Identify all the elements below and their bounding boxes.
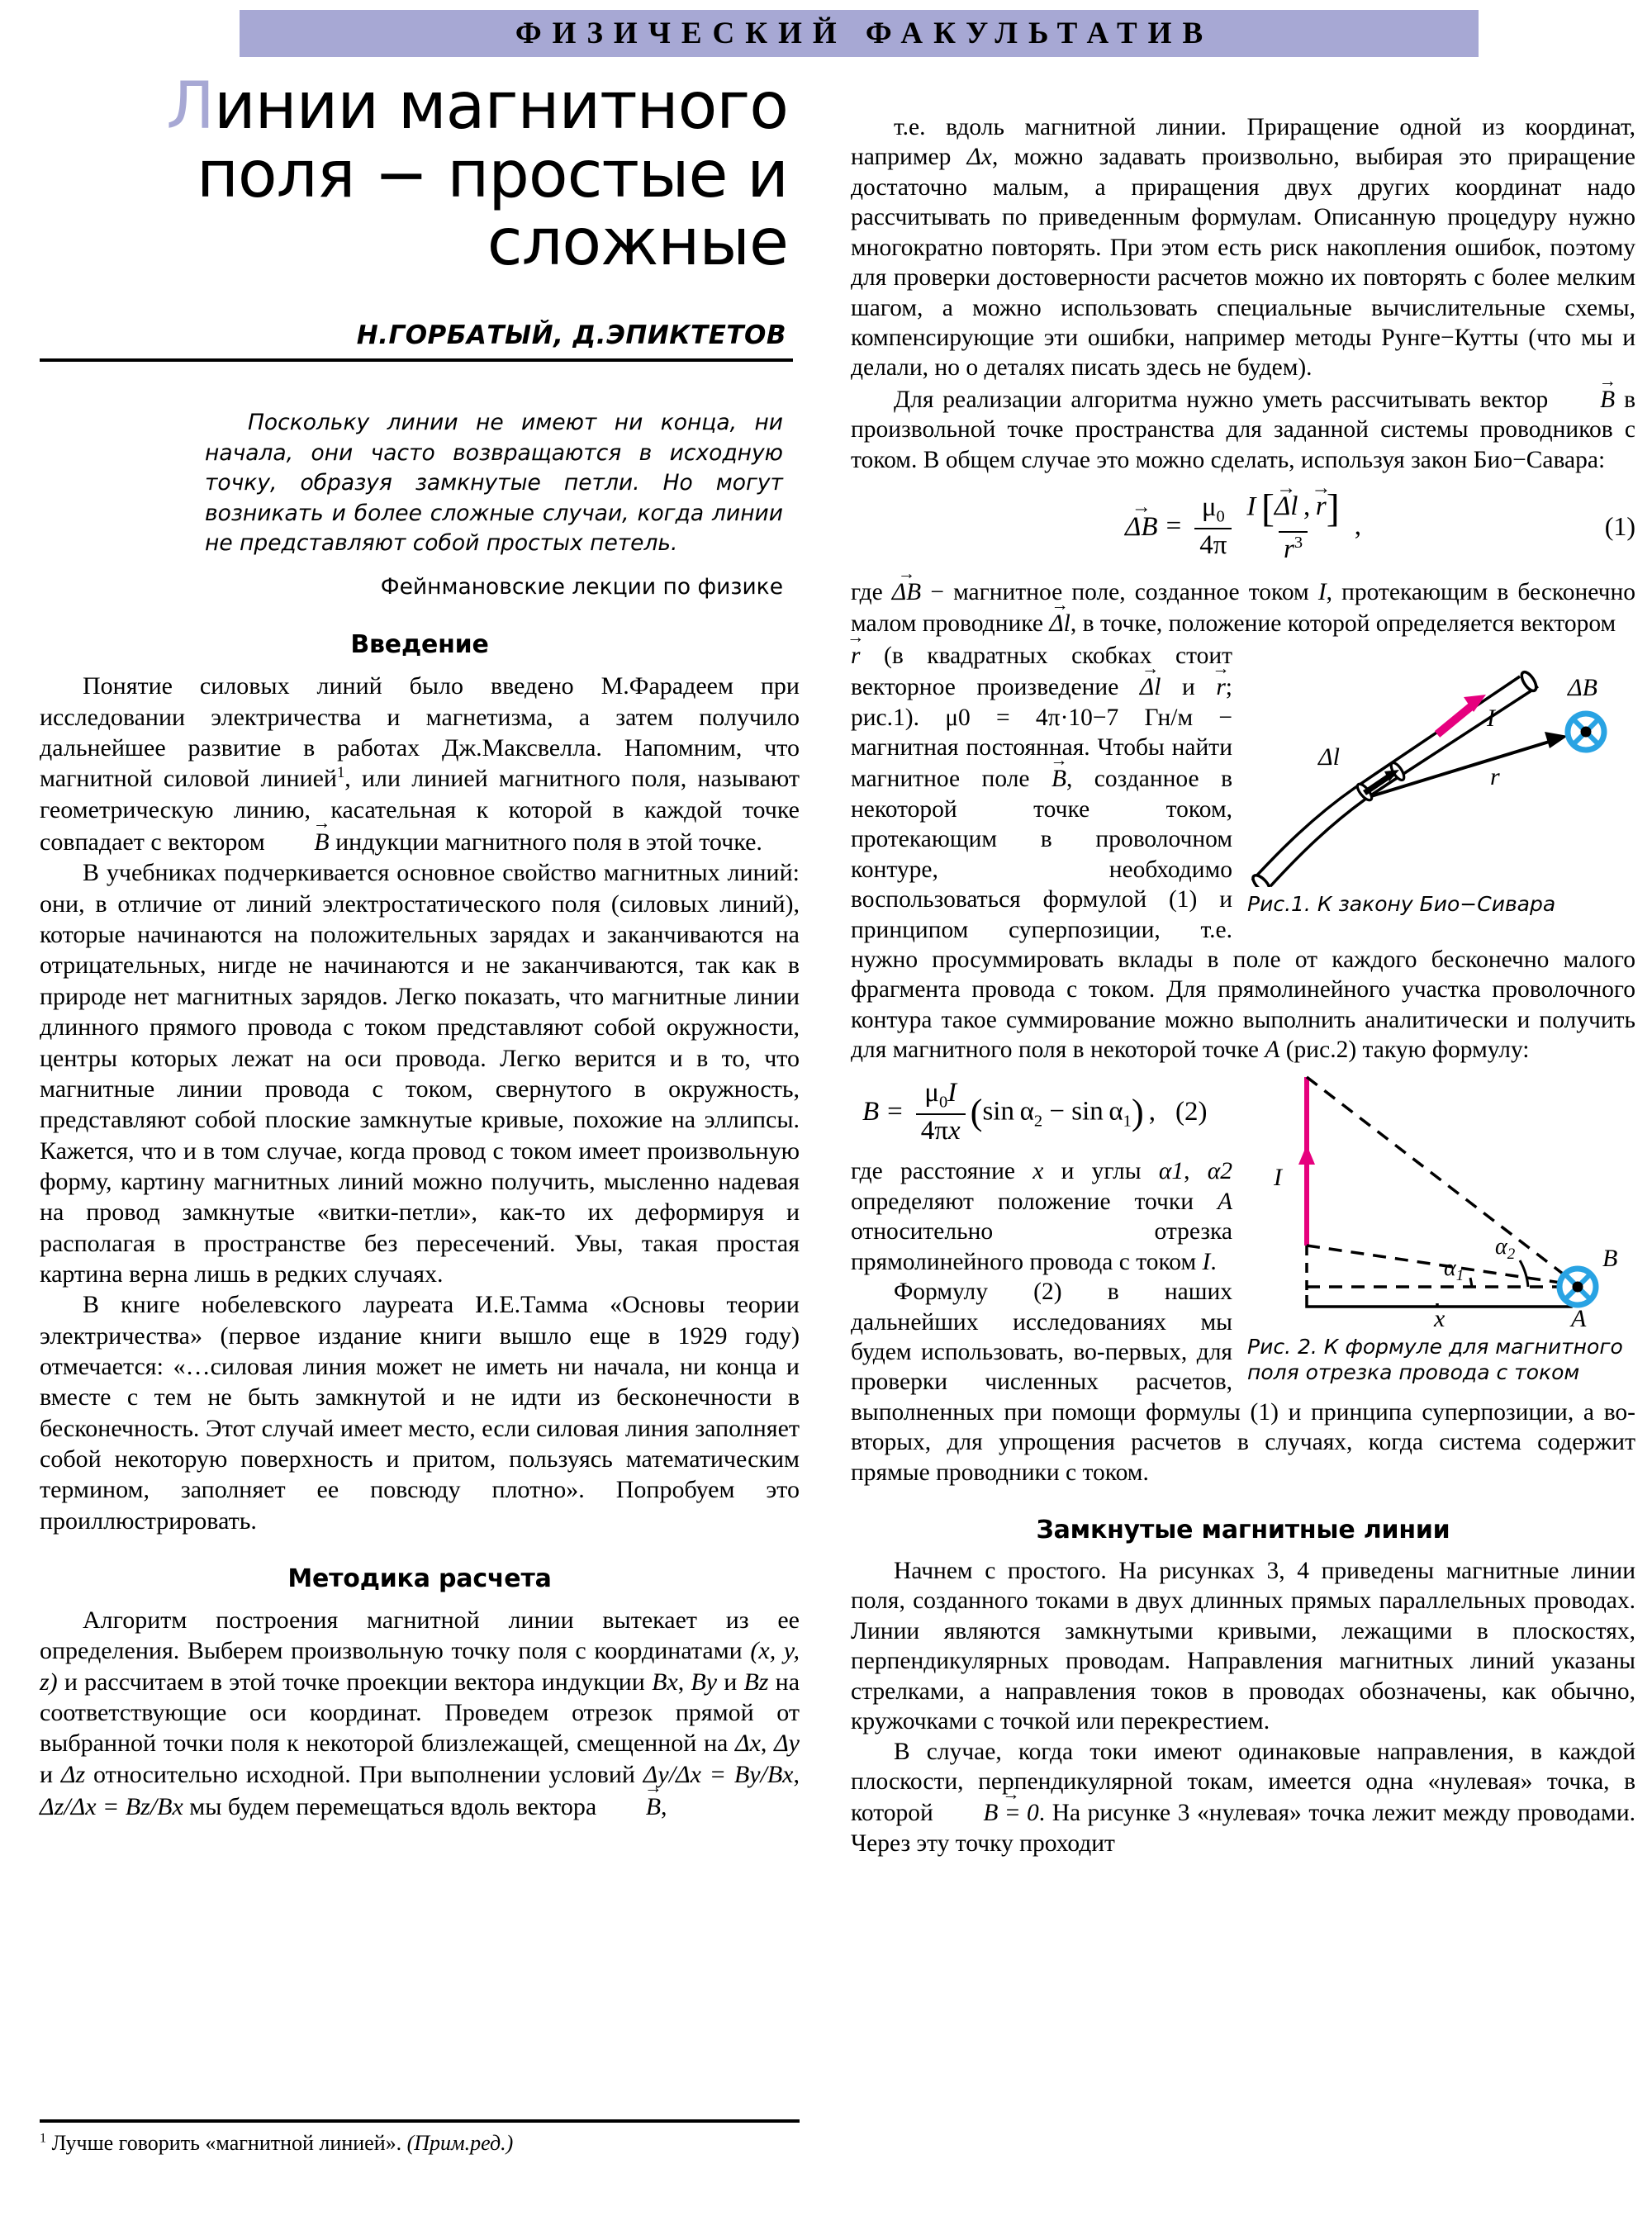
figure-2-label-x: x [1434, 1304, 1446, 1330]
byline-authors: Н.ГОРБАТЫЙ, Д.ЭПИКТЕТОВ [356, 320, 786, 351]
r-para3-d: , в точке, положение которой определяется вектором [1070, 610, 1616, 638]
footnote-block [40, 2119, 800, 2156]
r-para4-a: где расстояние [851, 1158, 1015, 1185]
symbol-delta-B: ΔB → [892, 576, 921, 607]
figure-1-label-delta-B: ΔB [1568, 673, 1597, 701]
r-para3-a: где [851, 578, 883, 605]
formula1-mu-fraction [1194, 493, 1232, 560]
symbol-I: I [1317, 578, 1327, 605]
symbol-I-2: I [1202, 1248, 1211, 1275]
section-heading-closed-lines: Замкнутые магнитные линии [1036, 1516, 1450, 1545]
symbol-delta-x: Δx [734, 1730, 761, 1758]
paragraph-intro-2: В учебниках подчеркивается основное свойство магнитных линий: они, в отличие от линий электростатического поля (силовых линий), которые начинаются на положительных зарядах и заканчиваются на отрицательных, нигде не начинаются и не заканчиваются, так как в природе нет магнитных зарядов. Легко показать, что магнитные линии длинного прямого провода с током представляют собой окружности, центры которых лежат на оси провода. Легко верится и в то, что магнитные линии провода с током, свернутого в окружность, представляют собой плоские замкнутые кривые, похожие на эллипсы. Кажется, что и в том случае, когда провод с током имеет произвольную форму, картину магнитных линий можно получить, мысленно надевая на провод замкнутые «витки-петли», как-то их деформируя и располагая в пространстве без пересечений. Увы, такая простая картина верна лишь в редких случаях. [40, 859, 800, 1288]
angle-arc-alpha2 [1520, 1260, 1528, 1287]
r-vector-head [1545, 732, 1568, 748]
wire-end-cap-bottom [1251, 872, 1273, 887]
para-4-part-c: на соответствующие оси координат. Проведем отрезок прямой от выбранной точки поля к некоторой близлежащей, смещенной на [40, 1668, 800, 1758]
r-para4-d: относительно отрезка прямолинейного провода с током [851, 1218, 1232, 1275]
section-heading-introduction: Введение [350, 630, 489, 660]
formula2-comma: , [1148, 1096, 1156, 1127]
formula2-lhs: B [862, 1096, 880, 1127]
para-4-and: и [724, 1668, 738, 1696]
symbol-x: x [1032, 1158, 1044, 1185]
para-4-end: , [661, 1793, 667, 1821]
field-marker-dot [1581, 726, 1592, 737]
dashed-line-alpha2 [1307, 1077, 1578, 1285]
right-column-body [851, 112, 1635, 1858]
r-para2-b: в произвольной точке пространства для заданной системы проводников с током. В общем случае это можно сделать, используя закон Био−Савара: [851, 386, 1636, 473]
formula1-main-num: I [Δl → , r →] [1241, 488, 1344, 531]
symbol-delta-y: Δy [774, 1730, 800, 1758]
figure-2-label-A: A [1571, 1304, 1587, 1330]
condition-2: Δz/Δx = Bz/Bx [40, 1793, 183, 1821]
formula2-fraction [916, 1079, 966, 1146]
r-para3-g: ; рис.1). [851, 674, 1232, 731]
current-arrow-head-2 [1298, 1145, 1315, 1165]
footnote-ref-1: 1 [336, 764, 345, 782]
r-para3-f: и [1181, 674, 1195, 701]
figure-1-label-delta-l: Δl [1318, 743, 1340, 771]
symbol-By: By [691, 1668, 718, 1696]
r-para3-i: , созданное в некоторой точке током, протекающим в проволочном контуре, необходимо воспользоваться формулой (1) и принципом суперпозиции, т.е. нужно просуммировать вклады в поле от каждого бесконечно малого фрагмента провода с током. Для прямолинейного участка проволочного контура такое суммирование можно выполнить аналитически и получить для магнитного поля в некоторой точке [851, 766, 1635, 1064]
paragraph-right-3-head [851, 576, 1635, 639]
symbol-point-A: A [1265, 1037, 1280, 1064]
r-para3-b: − магнитное поле, созданное током [930, 578, 1309, 605]
para-4-part-d: относительно исходной. При выполнении условий [93, 1760, 635, 1788]
paragraph-intro-1 [40, 671, 800, 857]
paragraph-method-1: Алгоритм построения магнитной линии вытекает из ее определения. Выберем произвольную точку поля с координатами (x, y, z) и рассчитаем в этой точке проекции вектора индукции Bx, By и Bz на соответствующие оси координат. Проведем отрезок прямой от выбранной точки поля к некоторой близлежащей, смещенной на Δx, Δy и Δz относительно исходной. При выполнении условий Δy/Δx = By/Bx, Δz/Δx = Bz/Bx мы будем перемещаться вдоль вектора B →, [40, 1605, 800, 1822]
r-para4-e: . [1210, 1248, 1217, 1275]
field-marker-dot-2 [1573, 1281, 1583, 1292]
formula1-mu-den: 4π [1194, 528, 1232, 560]
para-1-part-c: индукции магнитного поля в этой точке. [335, 828, 762, 857]
formula2-number: (2) [1175, 1096, 1208, 1127]
symbol-delta-l: Δl → [1049, 607, 1070, 638]
figure-2-wrapper [1247, 1065, 1635, 1386]
paragraph-right-4: где расстояние x и углы α1, α2 определяют положение точки A относительно отрезка прямолинейного провода с током I. [851, 1158, 1233, 1275]
paragraph-right-7 [851, 1737, 1635, 1859]
symbol-delta-x-r: Δx [966, 144, 993, 171]
figure-2-straight-wire [1247, 1065, 1635, 1330]
figure-1-label-r: r [1490, 762, 1500, 790]
formula2-num: $\mu_0I$ [924, 1077, 957, 1112]
formula1-mu-num: $\mu_0$ [1201, 491, 1225, 526]
footnote-body: Лучше говорить «магнитной линией». [51, 2131, 402, 2155]
r-para3-h: − магнитная постоянная. Чтобы найти магнитное поле [851, 704, 1232, 793]
formula1-comma: , [1354, 510, 1361, 541]
title-line-2: поля − простые и [196, 137, 788, 212]
left-column-body [40, 671, 800, 1822]
section-heading-method: Методика расчета [287, 1564, 552, 1594]
symbol-delta-l-2: Δl → [1140, 671, 1161, 702]
vector-B-inline: B → [271, 825, 329, 857]
r-para1-b: , можно задавать произвольно, выбирая это приращение достаточно малым, а приращения двух других координат надо рассчитывать по приведенным формулам. Описанную процедуру нужно многократно повторять. При этом есть риск накопления ошибок, поэтому для проверки достоверности расчетов можно их повторять с более мелким шагом, а можно использовать специальные вычислительные схемы, компенсирующие эти ошибки, например методы Рунге−Кутты (что мы и делали, но о деталях писать здесь не будем). [851, 144, 1636, 382]
left-column [40, 66, 800, 1822]
epigraph-block [205, 408, 783, 602]
para-4-part-b: и рассчитаем в этой точке проекции вектора индукции [64, 1668, 645, 1696]
r-para7-b: . На рисунке 3 «нулевая» точка лежит между проводами. Через эту точку проходит [851, 1800, 1636, 1857]
paragraph-right-1 [851, 112, 1635, 383]
epigraph-source: Фейнмановские лекции по физике [380, 573, 783, 600]
footnote-marker: 1 [40, 2131, 47, 2146]
angle-arc-alpha1 [1470, 1278, 1472, 1287]
symbol-alpha2: α2 [1207, 1158, 1233, 1185]
vector-B-r2: B → [1557, 383, 1615, 415]
para-4-part-e: мы будем перемещаться вдоль вектора [189, 1793, 597, 1821]
symbol-alpha1: α1 [1158, 1158, 1184, 1185]
figure-2-caption: Рис. 2. К формуле для магнитного поля отрезка провода с током [1247, 1334, 1623, 1384]
r-para1-a: т.е. вдоль магнитной линии. Приращение одной из координат, например [851, 114, 1635, 171]
header-banner-title: ФИЗИЧЕСКИЙ ФАКУЛЬТАТИВ [515, 17, 1214, 50]
title-line-3: сложные [487, 206, 788, 281]
symbol-delta-z: Δz [60, 1760, 86, 1788]
formula-straight-wire [851, 1079, 1232, 1146]
figure-1-label-I: I [1487, 704, 1495, 732]
figure-2-label-alpha2: $\alpha_2$ [1495, 1233, 1516, 1263]
r-para4-b: и углы [1061, 1158, 1142, 1185]
r-para7-a: В случае, когда токи имеют одинаковые направления, в каждой плоскости, перпендикулярной токам, имеется одна «нулевая» точка, в которой [851, 1738, 1635, 1827]
symbol-r-vec-2: r → [1216, 671, 1225, 702]
formula2-den: 4πx [916, 1113, 966, 1146]
condition-1: Δy/Δx = By/Bx [643, 1760, 794, 1788]
symbol-Bz: Bz [743, 1668, 769, 1696]
para-4-and-2: и [40, 1760, 54, 1788]
title-dropcap: Л [166, 69, 214, 144]
formula1-lhs: ΔB → [1125, 510, 1158, 543]
right-column [851, 112, 1635, 1858]
footnote-rule [40, 2119, 800, 2123]
paragraph-right-6: Начнем с простого. На рисунках 3, 4 приведены магнитные линии поля, созданного токами в двух длинных прямых параллельных проводах. Линии являются замкнутыми кривыми, лежащими в плоскостях, перпендикулярных проводам. Направления магнитных линий указаны стрелками, а направления токов в проводах обозначены, как обычно, кружочками с точкой или перекрестием. [851, 1558, 1635, 1735]
symbol-A-2: A [1217, 1188, 1232, 1215]
formula-biot-savart [851, 488, 1635, 564]
figure-2-label-alpha1: $\alpha_1$ [1444, 1255, 1464, 1284]
formula2-equals: = [887, 1096, 903, 1127]
symbol-Bx: Bx [652, 1668, 678, 1696]
paragraph-right-5: Формулу (2) в наших дальнейших исследованиях мы будем использовать, во-первых, для проверки численных расчетов, выполненных при помощи формулы (1) и принципа суперпозиции, а во-вторых, для упрощения расчетов в случаях, когда система содержит прямые проводники с током. [851, 1279, 1635, 1486]
paragraph-intro-3: В книге нобелевского лауреата И.Е.Тамма «Основы теории электричества» (первое издание книги вышло еще в 1929 году) отмечается: «…силовая линия может не иметь ни начала, ни конца и вместе с тем не быть замкнутой и не идти из бесконечности в бесконечность. Этот случай имеет место, если силовая линия заполняет собой некоторую поверхность и притом, пользуясь математическим термином, заполняет ее повсюду плотно». Попробуем это проиллюстрировать. [40, 1291, 800, 1535]
figure-2-label-B: B [1602, 1244, 1618, 1272]
footnote-text [40, 2131, 800, 2156]
symbol-r-vec: r → [851, 639, 860, 671]
figure-1-biot-savart [1247, 639, 1635, 887]
formula2-rest: (sin $\alpha_2 - \sin \alpha_1$) [970, 1091, 1144, 1133]
para-4-part-a: Алгоритм построения магнитной линии вытекает из ее определения. Выберем произвольную точку поля с координатами [40, 1606, 800, 1665]
formula1-equals: = [1165, 510, 1182, 541]
dashed-line-alpha1 [1307, 1246, 1578, 1285]
para-1-part-a: Понятие силовых линий было введено М.Фарадеем при исследовании электричества и магнетизма, а затем получило дальнейшее развитие в работах Дж.Максвелла. Напомним, что магнитной силовой линией [40, 672, 800, 793]
byline-rule [40, 358, 793, 362]
wire-end-cap-top [1519, 670, 1539, 693]
r-para3-e: (в квадратных скобках стоит векторное произведение [851, 642, 1233, 701]
page-title [40, 69, 800, 281]
mu-zero-value: μ0 = 4π·10−7 Гн/м [945, 704, 1194, 731]
r-para4-c: определяют положение точки [851, 1188, 1194, 1215]
formula1-number: (1) [1604, 510, 1635, 541]
r-para3-c: , протекающим в бесконечно малом проводнике [851, 578, 1636, 638]
figure-1-wrapper [1247, 639, 1635, 917]
title-line-1: инии магнитного [213, 69, 788, 144]
formula1-main-den: $r^3$ [1279, 531, 1308, 564]
figure-1-caption: Рис.1. К закону Био−Сивара [1247, 891, 1556, 916]
r-para3-j: (рис.2) такую формулу: [1285, 1037, 1530, 1064]
para-1-part-b: , или линией магнитного поля, называют геометрическую линию, касательная к которой в каждой точке совпадает с вектором [40, 765, 800, 857]
vector-B-inline-2: B → [603, 1790, 661, 1822]
symbol-B-zero: B = 0 → [940, 1796, 1038, 1828]
footnote-attrib: (Прим.ред.) [406, 2131, 514, 2155]
symbol-B-vec: B → [1051, 762, 1066, 794]
paragraph-right-2 [851, 383, 1635, 475]
formula1-main-fraction [1241, 488, 1344, 564]
r-para2-a: Для реализации алгоритма нужно уметь рассчитывать вектор [894, 386, 1549, 413]
figure-2-label-I: I [1274, 1163, 1282, 1191]
epigraph-text: Поскольку линии не имеют ни конца, ни начала, они часто возвращаются в исходную точку, образуя замкнутые петли. Но могут возникать и более сложные случаи, когда линии не представляют собой простых петель. [205, 410, 783, 557]
coords-xyz: (x, y, z) [40, 1637, 800, 1696]
